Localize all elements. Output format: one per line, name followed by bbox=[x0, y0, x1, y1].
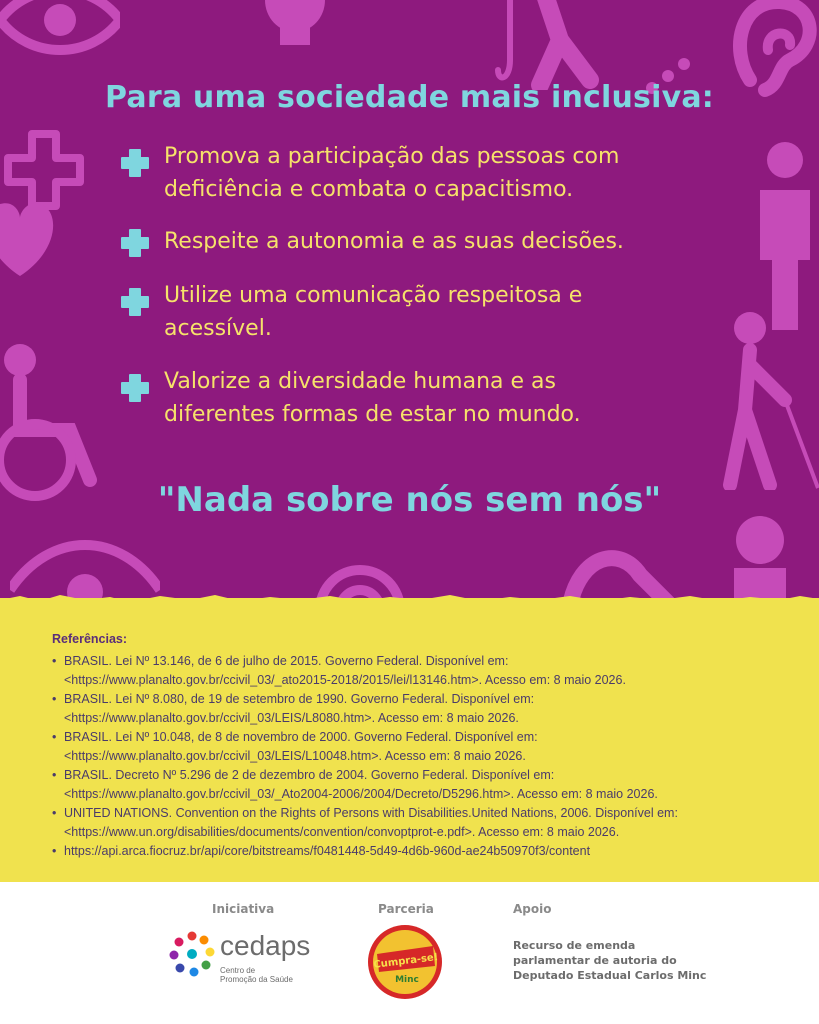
recommendation-text-line: acessível. bbox=[164, 316, 272, 341]
reference-text: BRASIL. Lei Nº 10.048, de 8 de novembro de 2000. Governo Federal. Disponível em: bbox=[64, 730, 538, 744]
apoio-label: Apoio bbox=[513, 902, 552, 916]
bullet-icon: • bbox=[52, 768, 57, 782]
seal-text-sub: Minc bbox=[395, 975, 419, 985]
reference-text: BRASIL. Lei Nº 8.080, de 19 de setembro de 1990. Governo Federal. Disponível em: bbox=[64, 692, 535, 706]
recommendation-text-line: Promova a participação das pessoas com bbox=[164, 144, 620, 169]
references-heading: Referências: bbox=[52, 632, 128, 646]
bullet-icon: • bbox=[52, 654, 57, 668]
cedaps-logo[interactable] bbox=[168, 930, 328, 986]
reference-item bbox=[52, 766, 782, 804]
hero-title: Para uma sociedade mais inclusiva: bbox=[105, 80, 714, 115]
parceria-label: Parceria bbox=[378, 902, 434, 916]
recommendation-item bbox=[116, 140, 736, 210]
cumpra-se-seal[interactable] bbox=[367, 924, 443, 1000]
recommendation-text-line: diferentes formas de estar no mundo. bbox=[164, 402, 581, 427]
apoio-text-line: Recurso de emenda bbox=[513, 939, 636, 952]
bullet-icon: • bbox=[52, 692, 57, 706]
torn-edge-divider bbox=[0, 588, 819, 610]
footer bbox=[0, 882, 819, 1024]
heart-icon bbox=[0, 190, 60, 280]
bullet-icon: • bbox=[52, 844, 57, 858]
bullet-icon: • bbox=[52, 806, 57, 820]
person-head-bottom-icon bbox=[720, 510, 800, 600]
reference-item bbox=[52, 728, 782, 766]
recommendation-text-line: Respeite a autonomia e as suas decisões. bbox=[164, 229, 624, 254]
reference-text: UNITED NATIONS. Convention on the Rights of Persons with Disabilities.United Nations, 2006. Disponível em: bbox=[64, 806, 678, 820]
person-icon-right bbox=[740, 140, 819, 330]
iniciativa-label: Iniciativa bbox=[212, 902, 275, 916]
reference-link[interactable]: <https://www.planalto.gov.br/ccivil_03/LEIS/L8080.htm>. Acesso em: 8 maio 2026. bbox=[64, 711, 519, 725]
seal-text-main: Cumpra-se! bbox=[372, 951, 439, 971]
reference-item bbox=[52, 842, 782, 861]
apoio-text bbox=[513, 938, 773, 983]
apoio-text-line: parlamentar de autoria do bbox=[513, 954, 677, 967]
references-list bbox=[52, 652, 782, 861]
plus-bullet-icon bbox=[120, 228, 150, 258]
plus-bullet-icon bbox=[120, 287, 150, 317]
recommendation-text-line: deficiência e combata o capacitismo. bbox=[164, 177, 574, 202]
recommendation-item bbox=[116, 279, 736, 349]
eye-icon-top bbox=[0, 0, 120, 70]
reference-link[interactable]: <https://www.planalto.gov.br/ccivil_03/LEIS/L10048.htm>. Acesso em: 8 maio 2026. bbox=[64, 749, 526, 763]
plus-bullet-icon bbox=[120, 373, 150, 403]
reference-item bbox=[52, 652, 782, 690]
recommendation-text-line: Utilize uma comunicação respeitosa e bbox=[164, 283, 583, 308]
reference-text: BRASIL. Lei Nº 13.146, de 6 de julho de 2015. Governo Federal. Disponível em: bbox=[64, 654, 509, 668]
slogan: "Nada sobre nós sem nós" bbox=[157, 480, 662, 520]
cedaps-subtitle bbox=[220, 966, 293, 984]
walking-person-icon bbox=[520, 0, 600, 90]
head-icon bbox=[250, 0, 340, 50]
reference-item bbox=[52, 804, 782, 842]
reference-link[interactable]: <https://www.planalto.gov.br/ccivil_03/_ato2015-2018/2015/lei/l13146.htm>. Acesso em: 8 maio 2026. bbox=[64, 673, 626, 687]
recommendation-text-line: Valorize a diversidade humana e as bbox=[164, 369, 556, 394]
bullet-icon: • bbox=[52, 730, 57, 744]
apoio-text-line: Deputado Estadual Carlos Minc bbox=[513, 969, 707, 982]
plus-bullet-icon bbox=[120, 148, 150, 178]
recommendation-item bbox=[116, 365, 736, 435]
cedaps-subtitle-line: Centro de bbox=[220, 966, 256, 975]
reference-link[interactable]: <https://www.un.org/disabilities/documents/convention/convoptprot-e.pdf>. Acesso em: 8 maio 2026. bbox=[64, 825, 620, 839]
reference-link[interactable]: https://api.arca.fiocruz.br/api/core/bitstreams/f0481448-5d49-4d6b-960d-ae24b50970f3/content bbox=[64, 844, 591, 858]
cedaps-name: cedaps bbox=[220, 930, 311, 961]
reference-item bbox=[52, 690, 782, 728]
recommendation-item bbox=[116, 225, 736, 261]
reference-link[interactable]: <https://www.planalto.gov.br/ccivil_03/_Ato2004-2006/2004/Decreto/D5296.htm>. Acesso em: 8 maio 2026. bbox=[64, 787, 658, 801]
cedaps-flower-icon bbox=[168, 930, 216, 978]
cane-icon bbox=[490, 0, 530, 90]
reference-text: BRASIL. Decreto Nº 5.296 de 2 de dezembro de 2004. Governo Federal. Disponível em: bbox=[64, 768, 555, 782]
cedaps-subtitle-line: Promoção da Saúde bbox=[220, 975, 293, 984]
